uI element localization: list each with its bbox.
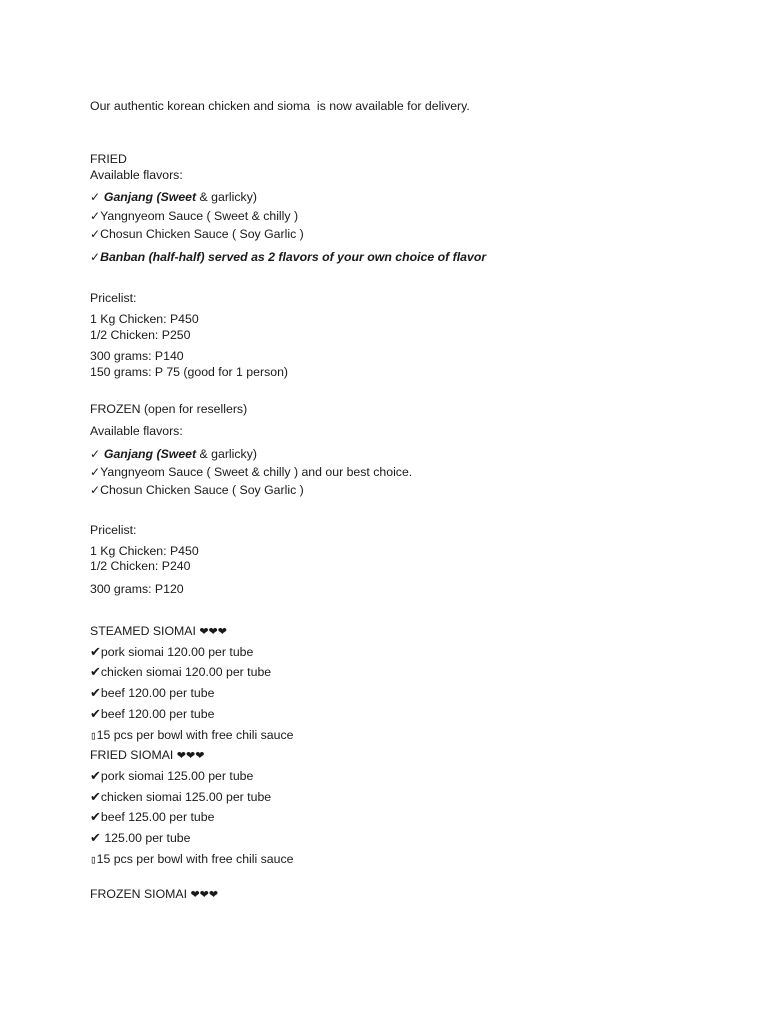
fried-price-item: 1 Kg Chicken: P450 [90,312,199,326]
steamed-siomai-item [90,645,253,660]
steamed-siomai-item [90,665,271,680]
check-icon: ✔ [90,810,101,825]
check-icon: ✔ [90,831,101,846]
check-icon: ✔ [90,769,101,784]
flavor-name: Ganjang (Sweet [103,447,197,461]
item-text: beef 125.00 per tube [100,810,215,824]
fried-siomai-item [90,831,190,846]
fried-flavor-chosun [90,227,304,242]
flavor-desc: & garlicky) [196,447,257,461]
fried-siomai-item [90,790,271,805]
check-icon: ✔ [90,645,101,660]
steamed-siomai-item [90,686,214,701]
frozen-flavors-label: Available flavors: [90,424,183,438]
fried-siomai-item [90,810,214,825]
fried-siomai-heading [90,748,204,763]
check-icon: ✔ [90,665,101,680]
frozen-price-item: 300 grams: P120 [90,582,184,596]
flavor-desc: & garlicky) [196,190,257,204]
frozen-price-item: 1/2 Chicken: P240 [90,559,191,573]
check-icon: ✓ [90,227,101,241]
item-text: pork siomai 120.00 per tube [100,645,254,659]
item-text: chicken siomai 120.00 per tube [100,665,272,679]
frozen-pricelist-label: Pricelist: [90,523,137,537]
box-icon: ▯ [90,729,97,742]
fried-flavor-ganjang [90,190,257,205]
flavor-text: Yangnyeom Sauce ( Sweet & chilly ) [100,209,299,223]
fried-flavors-label: Available flavors: [90,168,183,182]
item-text: beef 120.00 per tube [100,686,215,700]
flavor-name: Ganjang (Sweet [103,190,197,204]
flavor-text: Chosun Chicken Sauce ( Soy Garlic ) [100,483,304,497]
heading-text: FRIED SIOMAI [90,748,177,762]
steamed-siomai-heading [90,624,227,639]
frozen-flavor-ganjang [90,447,257,462]
item-text: pork siomai 125.00 per tube [100,769,254,783]
fried-price-item: 150 grams: P 75 (good for 1 person) [90,365,289,379]
hearts-icon: ❤❤❤ [199,625,227,638]
flavor-text: Yangnyeom Sauce ( Sweet & chilly ) and our best choice. [100,465,413,479]
check-icon: ✓ [90,250,101,264]
check-icon: ✓ [90,447,104,461]
flavor-name: Banban (half-half) served as 2 flavors of your own choice of flavor [100,250,487,264]
box-icon: ▯ [90,853,97,866]
item-text: chicken siomai 125.00 per tube [100,790,272,804]
check-icon: ✔ [90,790,101,805]
item-text: beef 120.00 per tube [100,707,215,721]
heading-text: STEAMED SIOMAI [90,624,200,638]
fried-siomai-item [90,852,293,867]
item-text: 125.00 per tube [100,831,191,845]
frozen-heading: FROZEN (open for resellers) [90,402,248,416]
steamed-siomai-item [90,707,214,722]
fried-price-item: 1/2 Chicken: P250 [90,328,191,342]
hearts-icon: ❤❤❤ [190,888,219,901]
fried-pricelist-label: Pricelist: [90,291,137,305]
frozen-siomai-heading [90,887,218,902]
fried-price-item: 300 grams: P140 [90,349,184,363]
heading-text: FROZEN SIOMAI [90,887,191,901]
fried-siomai-item [90,769,253,784]
check-icon: ✓ [90,483,101,497]
steamed-siomai-item [90,728,293,743]
flavor-text: Chosun Chicken Sauce ( Soy Garlic ) [100,227,304,241]
check-icon: ✔ [90,707,101,722]
fried-heading: FRIED [90,152,127,166]
item-text: 15 pcs per bowl with free chili sauce [96,852,294,866]
fried-flavor-banban [90,250,486,265]
item-text: 15 pcs per bowl with free chili sauce [96,728,294,742]
fried-flavor-yangnyeom [90,209,298,224]
check-icon: ✓ [90,190,104,204]
intro-text: Our authentic korean chicken and sioma is now available for delivery. [90,99,470,113]
check-icon: ✓ [90,209,101,223]
check-icon: ✔ [90,686,101,701]
frozen-price-item: 1 Kg Chicken: P450 [90,544,199,558]
check-icon: ✓ [90,465,101,479]
frozen-flavor-chosun [90,483,304,498]
frozen-flavor-yangnyeom [90,465,412,480]
hearts-icon: ❤❤❤ [176,749,205,762]
